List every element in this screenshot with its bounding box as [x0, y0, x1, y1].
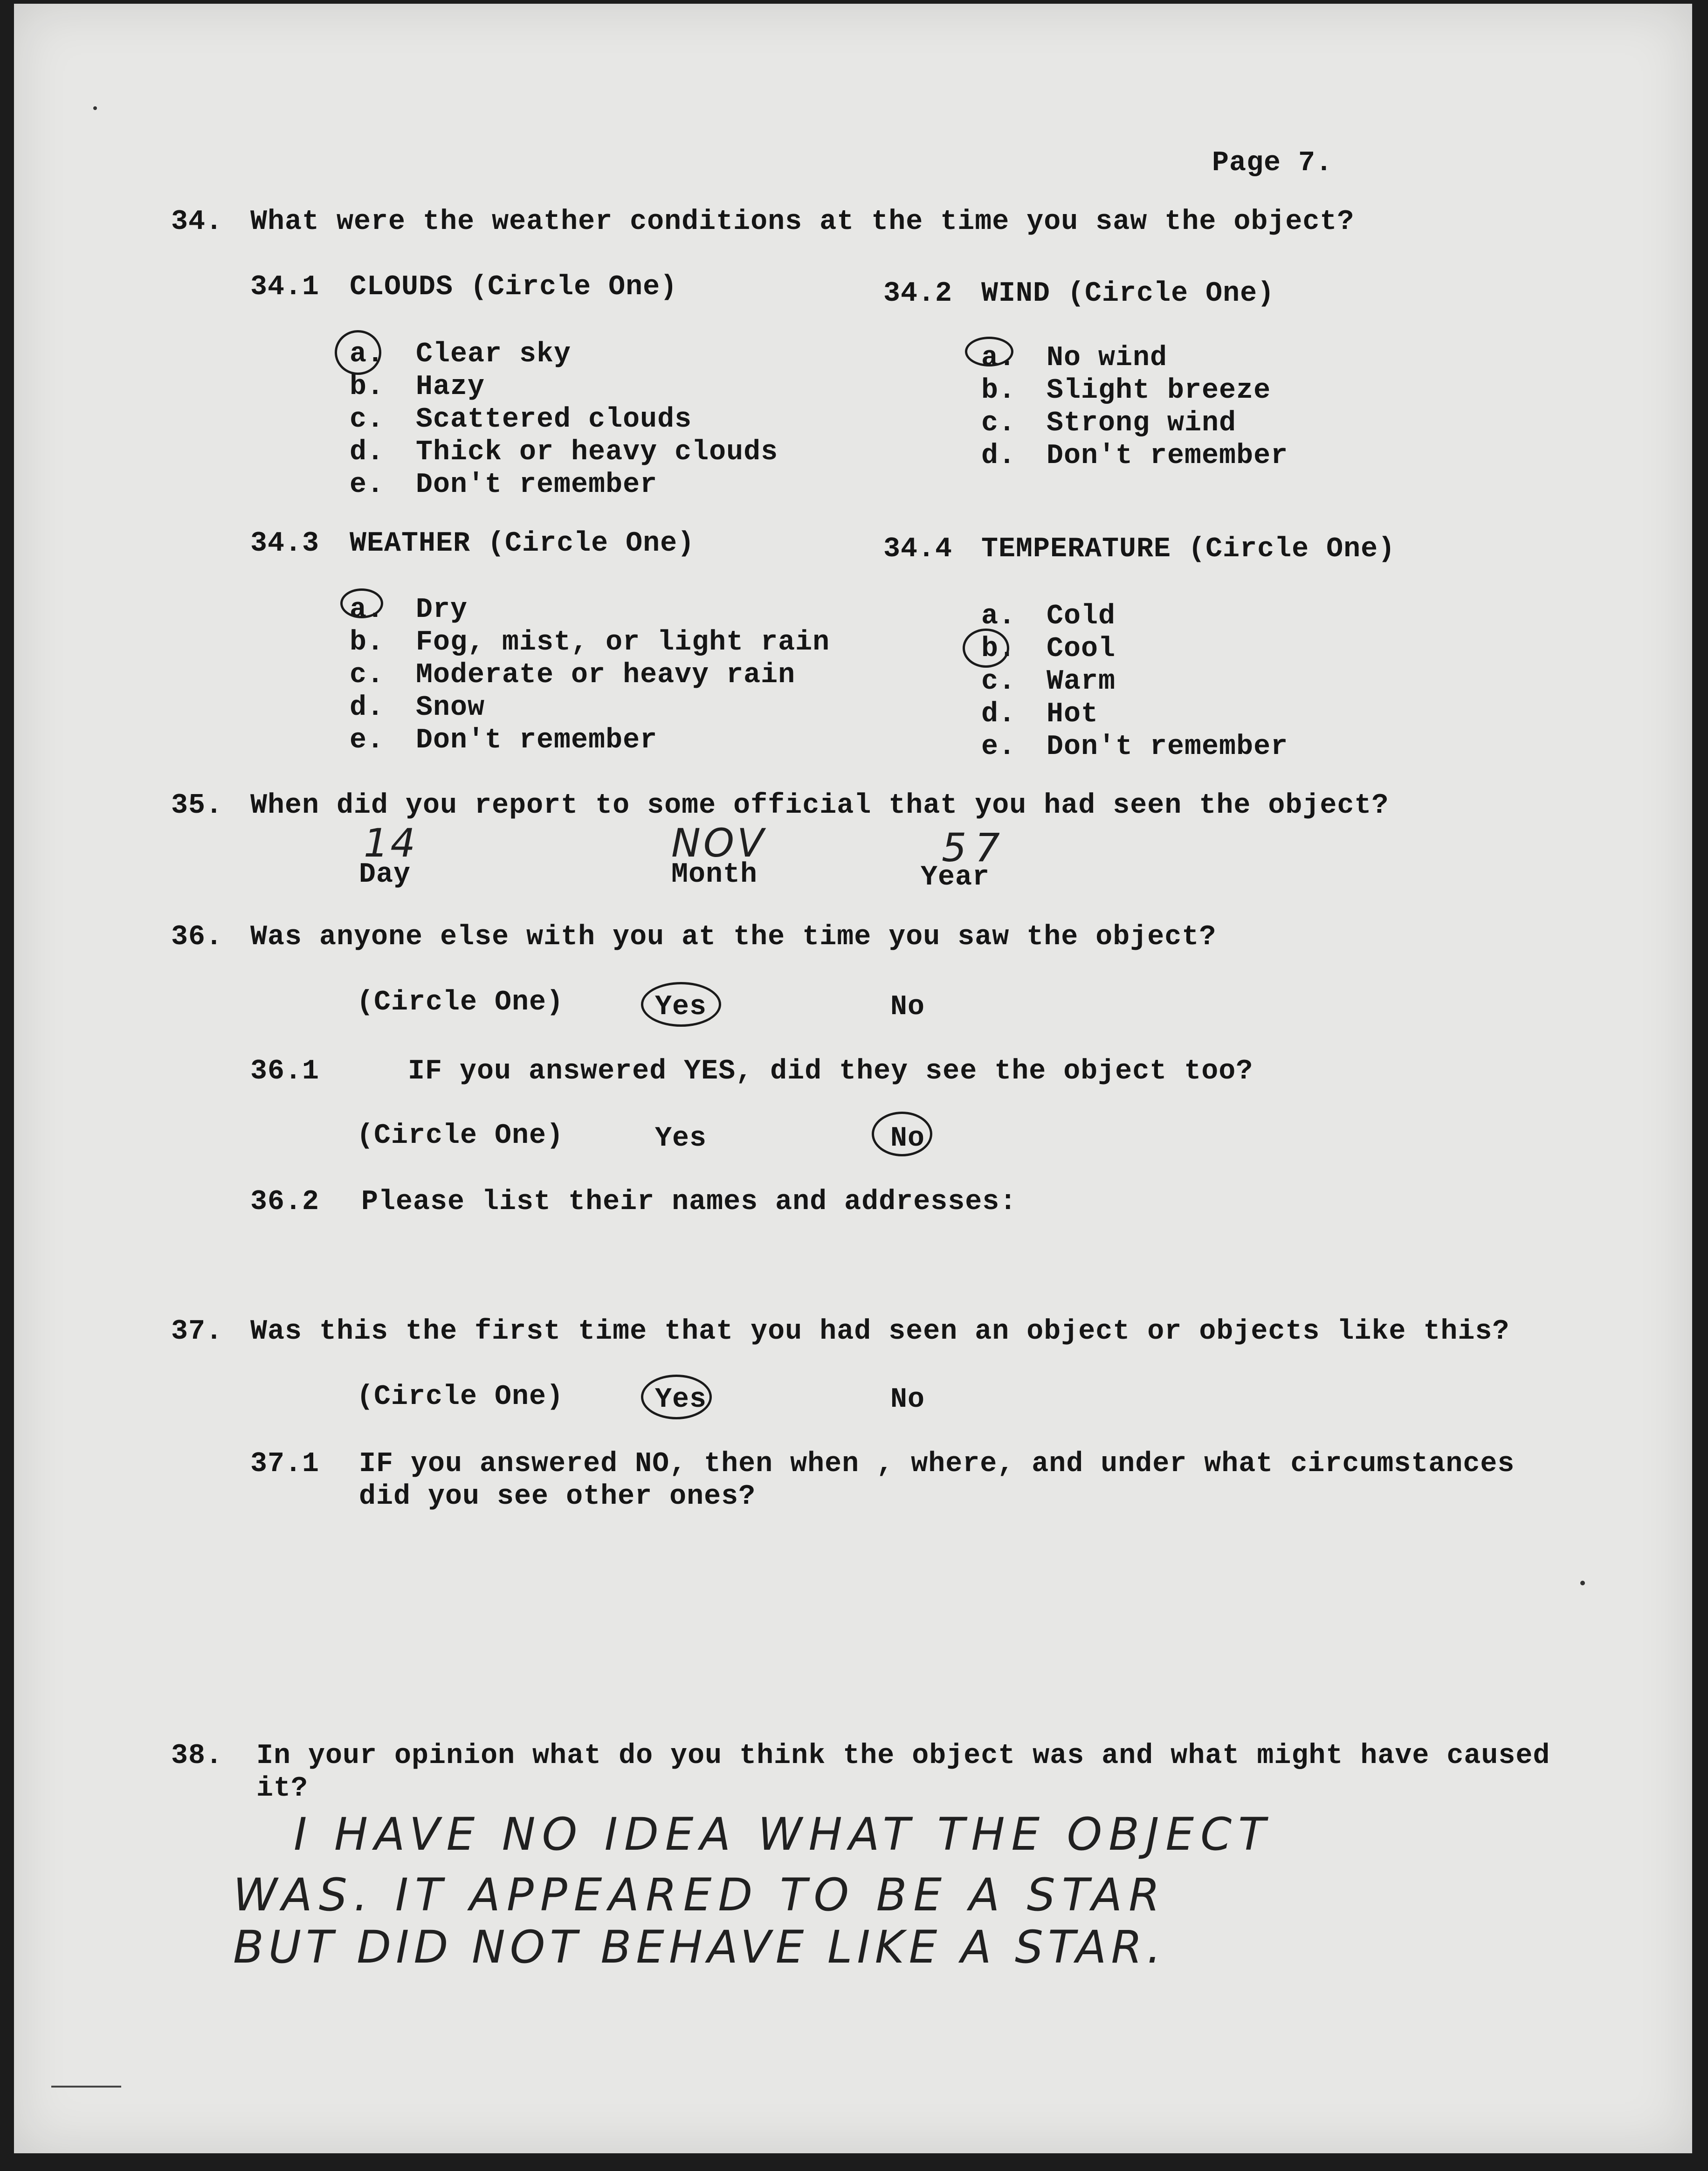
report-year-value[interactable]: 57 — [942, 825, 1008, 871]
clouds-number: 34.1 — [250, 271, 320, 303]
wind-option-letter: c. — [981, 408, 1016, 439]
clouds-option-dont-remember[interactable]: Don't remember — [416, 469, 658, 501]
clouds-option-scattered[interactable]: Scattered clouds — [416, 404, 692, 436]
q38-text-line1: In your opinion what do you think the object was and what might have caused — [256, 1740, 1550, 1772]
q36-circle-label: (Circle One) — [357, 987, 564, 1018]
clouds-option-letter: a. — [350, 339, 385, 370]
q38-text-line2: it? — [256, 1773, 309, 1805]
temperature-option-cool[interactable]: Cool — [1047, 633, 1116, 665]
temperature-option-warm[interactable]: Warm — [1047, 666, 1116, 698]
weather-option-dry[interactable]: Dry — [416, 594, 468, 626]
weather-option-snow[interactable]: Snow — [416, 692, 485, 724]
weather-option-letter: d. — [350, 692, 385, 724]
weather-option-letter: a. — [350, 594, 385, 626]
report-day-value[interactable]: 14 — [364, 820, 417, 866]
answer-circle-mark — [641, 982, 721, 1027]
q37-no-option[interactable]: No — [890, 1384, 925, 1416]
q37-number: 37. — [171, 1316, 223, 1348]
temperature-title: TEMPERATURE (Circle One) — [981, 533, 1396, 565]
temperature-option-dont-remember[interactable]: Don't remember — [1047, 731, 1288, 763]
wind-option-dont-remember[interactable]: Don't remember — [1047, 440, 1288, 472]
q37-1-text-line1: IF you answered NO, then when , where, and under what circumstances — [359, 1448, 1515, 1480]
q35-text: When did you report to some official that you had seen the object? — [250, 790, 1389, 822]
clouds-option-letter: c. — [350, 404, 385, 436]
q36-number: 36. — [171, 921, 223, 953]
q36-no-option[interactable]: No — [890, 991, 925, 1023]
answer-circle-mark — [963, 629, 1009, 668]
clouds-option-letter: d. — [350, 436, 385, 468]
weather-option-moderate-rain[interactable]: Moderate or heavy rain — [416, 659, 796, 691]
weather-title: WEATHER (Circle One) — [350, 528, 695, 560]
q36-1-text: IF you answered YES, did they see the object too? — [408, 1056, 1253, 1087]
q36-2-number: 36.2 — [250, 1186, 320, 1218]
q34-text: What were the weather conditions at the time you saw the object? — [250, 206, 1355, 238]
q36-1-yes-option[interactable]: Yes — [655, 1123, 707, 1155]
answer-circle-mark — [872, 1112, 932, 1156]
q36-1-number: 36.1 — [250, 1056, 320, 1087]
wind-number: 34.2 — [883, 278, 953, 310]
q36-2-text: Please list their names and addresses: — [361, 1186, 1017, 1218]
scan-speck — [93, 106, 97, 110]
clouds-option-hazy[interactable]: Hazy — [416, 371, 485, 403]
answer-line: BUT DID NOT BEHAVE LIKE A STAR. — [233, 1921, 1166, 1973]
answer-circle-mark — [335, 330, 381, 375]
q36-1-circle-label: (Circle One) — [357, 1120, 564, 1152]
clouds-option-clear-sky[interactable]: Clear sky — [416, 339, 572, 370]
page-number: Page 7. — [1212, 147, 1333, 179]
q36-1-no-option[interactable]: No — [890, 1123, 925, 1155]
report-month-value[interactable]: NOV — [671, 820, 767, 866]
temperature-option-letter: a. — [981, 601, 1016, 632]
weather-option-letter: c. — [350, 659, 385, 691]
wind-option-strong-wind[interactable]: Strong wind — [1047, 408, 1237, 439]
weather-option-fog[interactable]: Fog, mist, or light rain — [416, 627, 830, 658]
weather-option-letter: e. — [350, 725, 385, 756]
weather-option-dont-remember[interactable]: Don't remember — [416, 725, 658, 756]
year-label: Year — [921, 862, 990, 893]
q34-number: 34. — [171, 206, 223, 238]
temperature-option-hot[interactable]: Hot — [1047, 698, 1099, 730]
wind-option-slight-breeze[interactable]: Slight breeze — [1047, 375, 1271, 407]
q37-1-text-line2: did you see other ones? — [359, 1481, 756, 1513]
q37-yes-option[interactable]: Yes — [655, 1384, 707, 1416]
answer-circle-mark — [340, 588, 383, 618]
answer-circle-mark — [641, 1375, 712, 1419]
q37-1-number: 37.1 — [250, 1448, 320, 1480]
scan-speck — [1580, 1581, 1585, 1585]
answer-line: I HAVE NO IDEA WHAT THE OBJECT — [294, 1808, 1272, 1860]
wind-option-letter: a. — [981, 342, 1016, 374]
q37-text: Was this the first time that you had seen an object or objects like this? — [250, 1316, 1510, 1348]
wind-option-letter: d. — [981, 440, 1016, 472]
month-label: Month — [671, 859, 758, 891]
clouds-title: CLOUDS (Circle One) — [350, 271, 678, 303]
temperature-option-letter: b. — [981, 633, 1016, 665]
wind-option-no-wind[interactable]: No wind — [1047, 342, 1168, 374]
q36-text: Was anyone else with you at the time you saw the object? — [250, 921, 1217, 953]
weather-option-letter: b. — [350, 627, 385, 658]
q35-number: 35. — [171, 790, 223, 822]
form-page — [14, 4, 1692, 2153]
q37-circle-label: (Circle One) — [357, 1381, 564, 1413]
q36-yes-option[interactable]: Yes — [655, 991, 707, 1023]
answer-circle-mark — [965, 337, 1013, 366]
temperature-option-letter: c. — [981, 666, 1016, 698]
temperature-option-cold[interactable]: Cold — [1047, 601, 1116, 632]
answer-line: WAS. IT APPEARED TO BE A STAR — [233, 1869, 1166, 1921]
clouds-option-letter: b. — [350, 371, 385, 403]
temperature-option-letter: e. — [981, 731, 1016, 763]
clouds-option-thick[interactable]: Thick or heavy clouds — [416, 436, 778, 468]
wind-option-letter: b. — [981, 375, 1016, 407]
wind-title: WIND (Circle One) — [981, 278, 1275, 310]
names-addresses-field[interactable] — [361, 1235, 1433, 1305]
scan-mark — [51, 2086, 121, 2088]
temperature-option-letter: d. — [981, 698, 1016, 730]
clouds-option-letter: e. — [350, 469, 385, 501]
day-label: Day — [359, 859, 411, 891]
other-sightings-field[interactable] — [359, 1528, 1431, 1692]
q38-number: 38. — [171, 1740, 223, 1772]
weather-number: 34.3 — [250, 528, 320, 560]
temperature-number: 34.4 — [883, 533, 953, 565]
